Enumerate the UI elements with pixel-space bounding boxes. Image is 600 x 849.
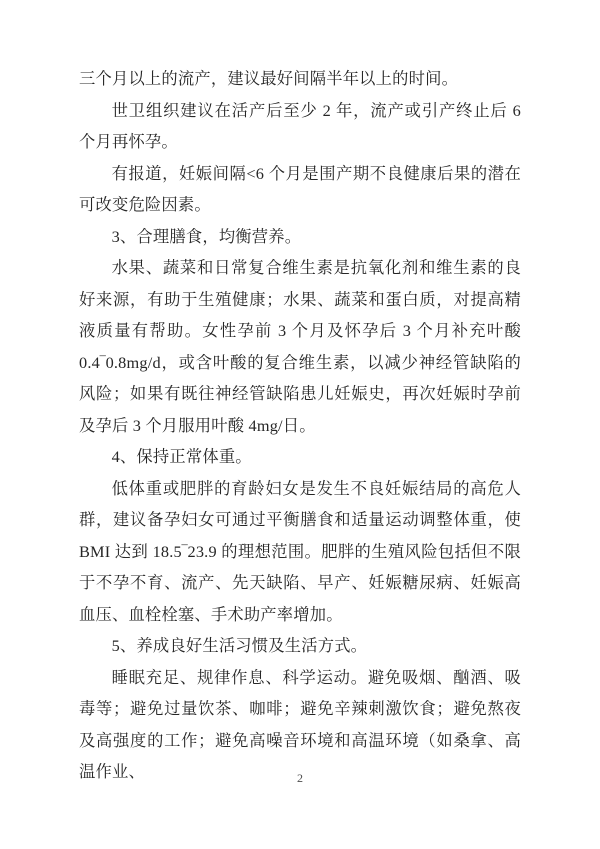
paragraph-heading: 4、保持正常体重。 bbox=[111, 447, 252, 466]
paragraph: 有报道，妊娠间隔<6 个月是围产期不良健康后果的潜在可改变危险因素。 bbox=[79, 163, 521, 214]
paragraph: 水果、蔬菜和日常复合维生素是抗氧化剂和维生素的良好来源，有助于生殖健康；水果、蔬菜和蛋白质，对提高精液质量有帮助。女性孕前 3 个月及怀孕后 3 个月补充叶酸 0.4‾0.8mg/d，或含叶酸的复合维生素，以减少神经管缺陷的风险；如果有既往神经管缺陷患儿妊娠史，再次妊娠时孕前及孕后 3 个月服用叶酸 4mg/日。 bbox=[79, 258, 521, 435]
paragraph: 世卫组织建议在活产后至少 2 年，流产或引产终止后 6 个月再怀孕。 bbox=[79, 100, 521, 151]
paragraph: 三个月以上的流产，建议最好间隔半年以上的时间。 bbox=[79, 69, 459, 88]
paragraph: 低体重或肥胖的育龄妇女是发生不良妊娠结局的高危人群，建议备孕妇女可通过平衡膳食和适量运动调整体重，使 BMI 达到 18.5‾23.9 的理想范围。肥胖的生殖风险包括但不限于不孕不育、流产、先天缺陷、早产、妊娠糖尿病、妊娠高血压、血栓栓塞、手术助产率增加。 bbox=[79, 478, 521, 624]
page-number: 2 bbox=[297, 771, 303, 785]
paragraph-heading: 3、合理膳食，均衡营养。 bbox=[111, 226, 302, 246]
document-body bbox=[79, 63, 521, 788]
paragraph-heading: 5、养成良好生活习惯及生活方式。 bbox=[111, 636, 368, 655]
paragraph: 睡眠充足、规律作息、科学运动。避免吸烟、酗酒、吸毒等；避免过量饮茶、咖啡；避免辛辣刺激饮食；避免熬夜及高强度的工作；避免高噪音环境和高温环境（如桑拿、高温作业、 bbox=[79, 667, 521, 781]
